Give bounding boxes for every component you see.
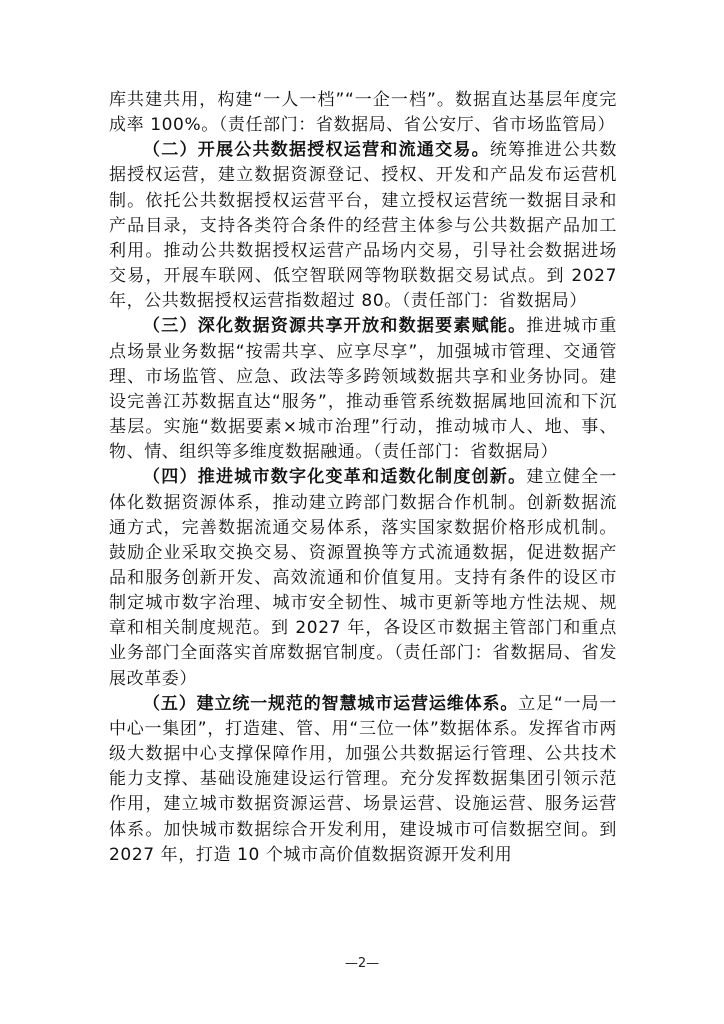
document-page <box>109 88 617 868</box>
paragraph-body: 统筹推进公共数据授权运营，建立数据资源登记、授权、开发和产品发布运营机制。依托公共数据授权运营平台，建立授权运营统一数据目录和产品目录，支持各类符合条件的经营主体参与公共数据产品加工利用。推动公共数据授权运营产品场内交易，引导社会数据进场交易，开展车联网、低空智联网等物联数据交易试点。到 2027 年，公共数据授权运营指数超过 80。（责任部门：省数据局） <box>109 140 617 312</box>
paragraph-body: 推进城市重点场景业务数据“按需共享、应享尽享”，加强城市管理、交通管理、市场监管、应急、政法等多跨领域数据共享和业务协同。建设完善江苏数据直达“服务”，推动垂管系统数据属地回流和下沉基层。实施“数据要素×城市治理”行动，推动城市人、地、事、物、情、组织等多维度数据融通。（责任部门：省数据局） <box>109 316 617 463</box>
paragraph-item-5 <box>109 692 617 868</box>
page-number: —2— <box>344 956 380 971</box>
paragraph-item-4 <box>109 465 617 691</box>
paragraph-body: 建立健全一体化数据资源体系，推动建立跨部门数据合作机制。创新数据流通方式，完善数据流通交易体系，落实国家数据价格形成机制。鼓励企业采取交换交易、资源置换等方式流通数据，促进数据产品和服务创新开发、高效流通和价值复用。支持有条件的设区市制定城市数字治理、城市安全韧性、城市更新等地方性法规、规章和相关制度规范。到 2027 年，各设区市数据主管部门和重点业务部门全面落实首席数据官制度。（责任部门：省数据局、省发展改革委） <box>109 467 617 689</box>
paragraph-item-2 <box>109 138 617 314</box>
paragraph-body: 立足“一局一中心一集团”，打造建、管、用“三位一体”数据体系。发挥省市两级大数据中心支撑保障作用，加强公共数据运行管理、公共技术能力支撑、基础设施建设运行管理。充分发挥数据集团引领示范作用，建立城市数据资源运营、场景运营、设施运营、服务运营体系。加快城市数据综合开发利用，建设城市可信数据空间。到 2027 年，打造 10 个城市高价值数据资源开发利用 <box>109 693 617 865</box>
paragraph-heading: （四）推进城市数字化变革和适数化制度创新。 <box>143 467 527 488</box>
paragraph-heading: （五）建立统一规范的智慧城市运营运维体系。 <box>143 693 519 714</box>
paragraph-heading: （二）开展公共数据授权运营和流通交易。 <box>143 140 490 161</box>
paragraph-heading: （三）深化数据资源共享开放和数据要素赋能。 <box>143 316 527 337</box>
paragraph-body: 库共建共用，构建“一人一档”“一企一档”。数据直达基层年度完成率 100%。（责任部门：省数据局、省公安厅、省市场监管局） <box>109 90 617 136</box>
paragraph-continuation <box>109 88 617 138</box>
paragraph-item-3 <box>109 314 617 465</box>
